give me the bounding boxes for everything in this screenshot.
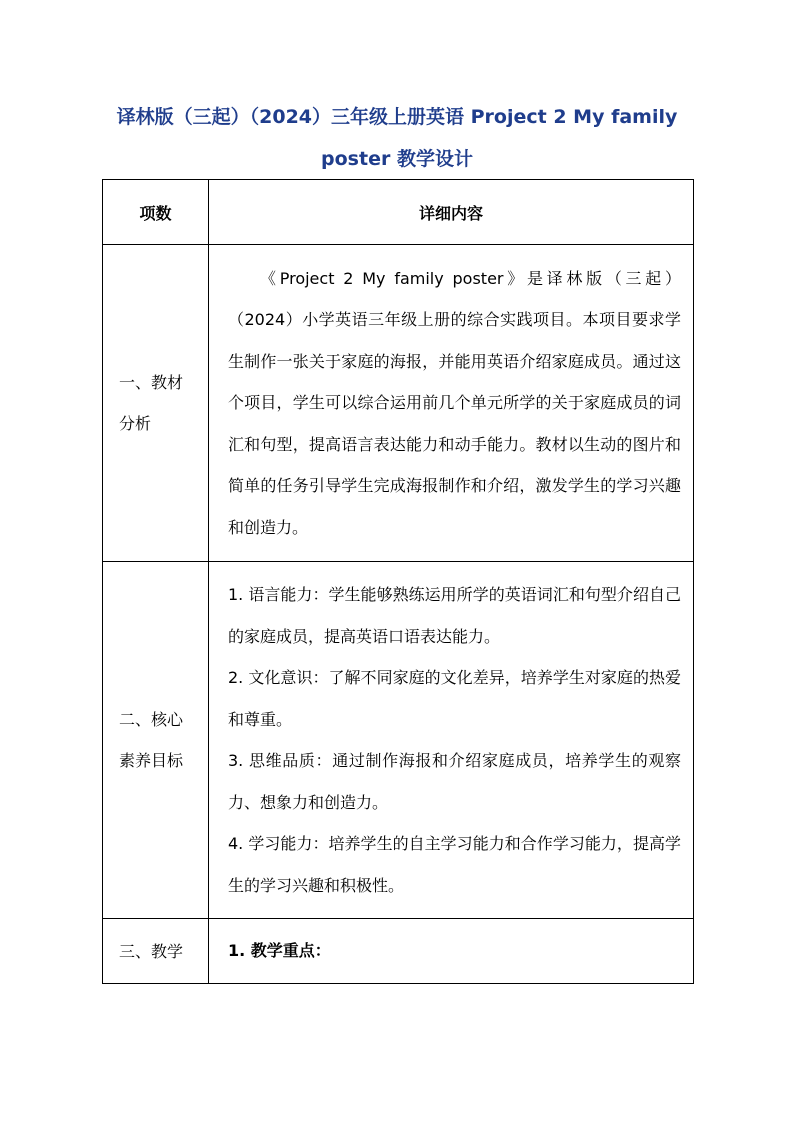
header-item-count: 项数	[103, 180, 209, 245]
objective-culture: 2. 文化意识：了解不同家庭的文化差异，培养学生对家庭的热爱和尊重。	[228, 668, 681, 729]
row-label-cell	[103, 919, 209, 984]
table-row	[103, 562, 694, 919]
document-title-line-2: poster 教学设计	[321, 148, 473, 170]
teaching-focus-heading: 1. 教学重点：	[228, 941, 331, 961]
header-details: 详细内容	[209, 180, 694, 245]
objective-language: 1. 语言能力：学生能够熟练运用所学的英语词汇和句型介绍自己的家庭成员，提高英语口语表达能力。	[228, 585, 681, 646]
row-label-cell	[103, 562, 209, 919]
document-title-line-1: 译林版（三起）（2024）三年级上册英语 Project 2 My family	[116, 106, 678, 128]
row-label: 一、教材分析	[119, 373, 184, 433]
row-label-cell	[103, 245, 209, 562]
table-header-row	[103, 180, 694, 245]
row-label: 三、教学	[119, 941, 184, 961]
objective-thinking: 3. 思维品质：通过制作海报和介绍家庭成员，培养学生的观察力、想象力和创造力。	[228, 751, 681, 812]
objective-learning: 4. 学习能力：培养学生的自主学习能力和合作学习能力，提高学生的学习兴趣和积极性。	[228, 834, 681, 895]
material-analysis-text: 《Project 2 My family poster》是译林版（三起）（2024）小学英语三年级上册的综合实践项目。本项目要求学生制作一张关于家庭的海报，并能用英语介绍家庭成员。通过这个项目，学生可以综合运用前几个单元所学的关于家庭成员的词汇和句型，提高语言表达能力和动手能力。教材以生动的图片和简单的任务引导学生完成海报制作和介绍，激发学生的学习兴趣和创造力。	[228, 268, 681, 537]
table-row	[103, 919, 694, 984]
row-content-cell	[209, 562, 694, 919]
row-content-cell	[209, 919, 694, 984]
lesson-plan-table	[102, 179, 694, 984]
row-label: 二、核心素养目标	[119, 710, 184, 770]
row-content-cell	[209, 245, 694, 562]
table-row	[103, 245, 694, 562]
